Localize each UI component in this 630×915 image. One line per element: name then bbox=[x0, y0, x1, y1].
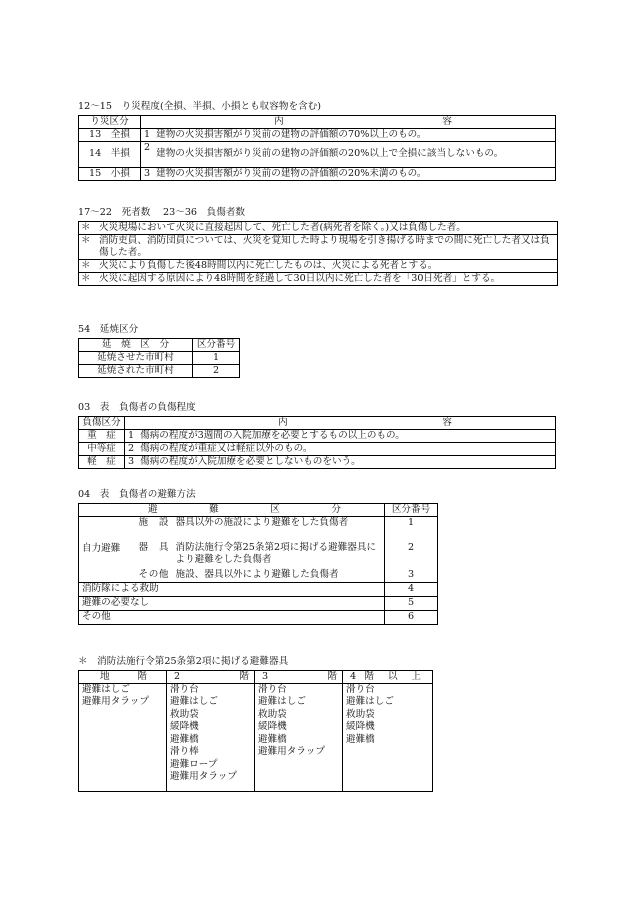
section-title: 17〜22 死者数 23〜36 負傷者数 bbox=[78, 207, 246, 218]
num-cell: 1 bbox=[385, 516, 438, 542]
num-cell: 1 bbox=[193, 351, 240, 364]
injury-degree-section bbox=[78, 402, 556, 469]
section-title: 54 延焼区分 bbox=[78, 324, 139, 335]
list-item: 救助袋 bbox=[258, 708, 287, 720]
header-cell: 区分番号 bbox=[385, 503, 438, 516]
num-cell: 1 bbox=[141, 128, 154, 141]
num-cell: 2 bbox=[141, 141, 154, 167]
header-cell: 4 階 以 上 bbox=[343, 670, 433, 683]
num-cell: 1 bbox=[125, 429, 138, 442]
equipment-list-cell bbox=[79, 683, 167, 791]
damage-degree-table bbox=[78, 115, 556, 181]
text-cell: 建物の火災損害額がり災前の建物の評価額の70%以上のもの。 bbox=[153, 128, 555, 141]
header-cell: り災区分 bbox=[79, 115, 141, 128]
asterisk-icon: ＊ bbox=[81, 221, 91, 233]
injury-degree-table bbox=[78, 416, 556, 469]
table-row bbox=[79, 364, 240, 377]
equipment-list-cell bbox=[167, 683, 255, 791]
text-cell: 傷病の程度が3週間の入院加療を必要とするもの以上のもの。 bbox=[137, 429, 555, 442]
code-cell: 中等症 bbox=[79, 442, 125, 455]
table-row bbox=[79, 542, 438, 568]
list-item: 滑り台 bbox=[170, 683, 199, 695]
num-cell: 2 bbox=[125, 442, 138, 455]
table-row bbox=[79, 596, 438, 610]
num-cell: 2 bbox=[385, 542, 438, 568]
equipment-list-cell bbox=[343, 683, 433, 791]
group-label-cell: 自力避難 bbox=[79, 516, 127, 582]
label-cell: 避難の必要なし bbox=[79, 596, 385, 610]
table-row bbox=[79, 455, 556, 468]
damage-degree-section bbox=[78, 101, 556, 181]
evacuation-equipment-table bbox=[78, 670, 433, 792]
text-cell: 傷病の程度が入院加療を必要としないものをいう。 bbox=[137, 455, 555, 468]
list-item: 避難ロープ bbox=[170, 758, 218, 770]
list-item: 避難橋 bbox=[346, 733, 375, 745]
label-cell: 延焼させた市町村 bbox=[79, 351, 193, 364]
asterisk-icon: ＊ bbox=[81, 259, 91, 271]
evacuation-equipment-section bbox=[78, 656, 433, 792]
sub-label-cell: 器 具 bbox=[138, 542, 169, 554]
list-item: 緩降機 bbox=[258, 721, 287, 733]
list-item: 滑り棒 bbox=[170, 746, 199, 758]
table-row bbox=[79, 128, 556, 141]
code-cell: 軽 症 bbox=[79, 455, 125, 468]
header-cell: 3 階 bbox=[255, 670, 343, 683]
header-cell: 内 容 bbox=[125, 416, 556, 429]
text-cell: 傷病の程度が重症又は軽症以外のもの。 bbox=[137, 442, 555, 455]
header-cell: 内 容 bbox=[141, 115, 556, 128]
code-cell: 13 全損 bbox=[79, 128, 141, 141]
num-cell: 4 bbox=[385, 582, 438, 596]
text-cell: 消防法施行令第25条第2項に掲げる避難器具により避難をした負傷者 bbox=[173, 542, 385, 568]
header-cell: 負傷区分 bbox=[79, 416, 125, 429]
spread-table bbox=[78, 338, 240, 378]
list-item: 避難はしご bbox=[170, 696, 218, 708]
list-item: 緩降機 bbox=[170, 721, 199, 733]
casualty-section bbox=[78, 207, 558, 286]
num-cell: 3 bbox=[125, 455, 138, 468]
text-cell: 建物の火災損害額がり災前の建物の評価額の20%未満のもの。 bbox=[153, 167, 555, 180]
equipment-list-cell bbox=[255, 683, 343, 791]
list-item: ＊ 消防吏員、消防団員については、火災を覚知した時より現場を引き揚げる時までの間に死亡した者又は負傷した者。 bbox=[79, 235, 557, 260]
label-cell: 延焼された市町村 bbox=[79, 364, 193, 377]
casualty-notes-box bbox=[78, 221, 558, 286]
table-row bbox=[79, 167, 556, 180]
list-item: 避難はしご bbox=[346, 696, 394, 708]
list-item: 避難はしご bbox=[258, 696, 306, 708]
evacuation-method-table bbox=[78, 503, 438, 625]
header-cell: 避 難 区 分 bbox=[79, 503, 385, 516]
header-cell: 地 階 bbox=[79, 670, 167, 683]
table-row bbox=[79, 582, 438, 596]
text-cell: 施設、器具以外により避難した負傷者 bbox=[173, 568, 385, 582]
header-cell: 区分番号 bbox=[193, 338, 240, 351]
num-cell: 5 bbox=[385, 596, 438, 610]
section-title: 12〜15 り災程度(全損、半損、小損とも収容物を含む) bbox=[78, 101, 321, 112]
code-cell: 15 小損 bbox=[79, 167, 141, 180]
header-cell: 延 焼 区 分 bbox=[79, 338, 193, 351]
evacuation-method-section bbox=[78, 489, 438, 625]
list-item: 緩降機 bbox=[346, 721, 375, 733]
label-cell: その他 bbox=[79, 610, 385, 624]
list-item: 避難はしご bbox=[82, 683, 130, 695]
list-item: 避難用タラップ bbox=[258, 746, 325, 758]
list-item: 避難橋 bbox=[258, 733, 287, 745]
list-item: 滑り台 bbox=[258, 683, 287, 695]
num-cell: 3 bbox=[385, 568, 438, 582]
text-cell: 建物の火災損害額がり災前の建物の評価額の20%以上で全損に該当しないもの。 bbox=[153, 141, 555, 167]
list-item: ＊ 火災現場において火災に直接起因して、死亡した者(病死者を除く。)又は負傷した者。 bbox=[79, 222, 557, 235]
label-cell: 消防隊による救助 bbox=[79, 582, 385, 596]
table-row bbox=[79, 351, 240, 364]
list-item: 避難用タラップ bbox=[82, 696, 149, 708]
asterisk-icon: ＊ bbox=[81, 272, 91, 284]
list-item: 救助袋 bbox=[346, 708, 375, 720]
num-cell: 6 bbox=[385, 610, 438, 624]
section-title: 03 表 負傷者の負傷程度 bbox=[78, 402, 196, 413]
asterisk-icon: ＊ bbox=[81, 234, 91, 246]
code-cell: 重 症 bbox=[79, 429, 125, 442]
sub-label-cell: 施 設 bbox=[138, 516, 169, 528]
table-row bbox=[79, 442, 556, 455]
table-row bbox=[79, 429, 556, 442]
spread-section bbox=[78, 324, 240, 378]
list-item: 避難橋 bbox=[170, 733, 199, 745]
table-row bbox=[79, 568, 438, 582]
sub-label-cell: その他 bbox=[127, 568, 173, 582]
table-row bbox=[79, 141, 556, 167]
list-item: 救助袋 bbox=[170, 708, 199, 720]
num-cell: 3 bbox=[141, 167, 154, 180]
list-item: ＊ 火災により負傷した後48時間以内に死亡したものは、火災による死者とする。 bbox=[79, 260, 557, 273]
list-item: ＊ 火災に起因する原因により48時間を経過して30日以内に死亡した者を「30日死者」とする。 bbox=[81, 272, 501, 284]
table-row bbox=[79, 683, 433, 791]
table-row bbox=[79, 610, 438, 624]
header-cell: 2 階 bbox=[167, 670, 255, 683]
num-cell: 2 bbox=[193, 364, 240, 377]
code-cell: 14 半損 bbox=[79, 141, 141, 167]
table-row bbox=[79, 516, 438, 542]
section-title: ＊ 消防法施行令第25条第2項に掲げる避難器具 bbox=[78, 656, 289, 667]
section-title: 04 表 負傷者の避難方法 bbox=[78, 489, 196, 500]
list-item: 滑り台 bbox=[346, 683, 375, 695]
text-cell: 器具以外の施設により避難をした負傷者 bbox=[173, 516, 385, 542]
list-item: 避難用タラップ bbox=[170, 771, 237, 783]
